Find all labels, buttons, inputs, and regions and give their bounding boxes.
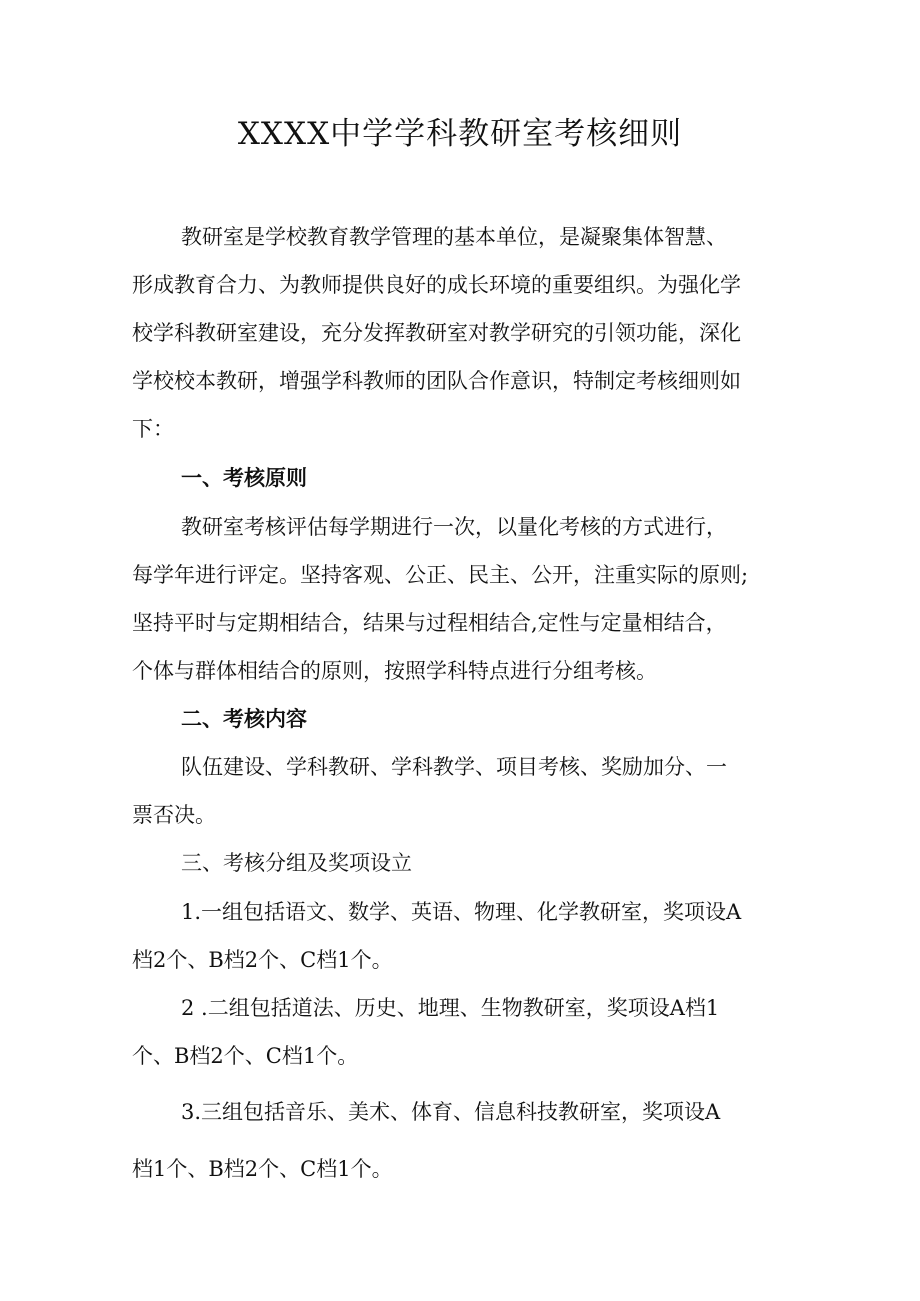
section-3-heading: 三、考核分组及奖项设立 xyxy=(181,851,412,875)
section-1-heading: 一、考核原则 xyxy=(181,466,307,490)
section-2-line-2: 票否决。 xyxy=(132,803,216,827)
intro-line-2: 形成教育合力、为教师提供良好的成长环境的重要组织。为强化学 xyxy=(132,273,741,297)
section-1-line-3: 坚持平时与定期相结合，结果与过程相结合,定性与定量相结合， xyxy=(132,611,727,635)
intro-line-4: 学校校本教研，增强学科教师的团队合作意识，特制定考核细则如 xyxy=(132,369,741,393)
intro-line-5: 下： xyxy=(132,417,174,441)
document-title: XXXX中学学科教研室考核细则 xyxy=(237,116,683,152)
section-1-line-1: 教研室考核评估每学期进行一次，以量化考核的方式进行， xyxy=(181,515,727,539)
intro-line-3: 校学科教研室建设，充分发挥教研室对教学研究的引领功能，深化 xyxy=(132,321,741,345)
group-3-line-2: 档1个、B档2个、C档1个。 xyxy=(132,1157,393,1181)
section-2-heading: 二、考核内容 xyxy=(181,707,307,731)
section-1-line-4: 个体与群体相结合的原则，按照学科特点进行分组考核。 xyxy=(132,659,657,683)
section-2-line-1: 队伍建设、学科教研、学科教学、项目考核、奖励加分、一 xyxy=(181,755,727,779)
group-2-line-1: 2 .二组包括道法、历史、地理、生物教研室，奖项设A档1 xyxy=(181,996,720,1020)
group-1-line-2: 档2个、B档2个、C档1个。 xyxy=(132,948,393,972)
group-3-line-1: 3.三组包括音乐、美术、体育、信息科技教研室，奖项设A xyxy=(181,1100,721,1124)
section-1-line-2: 每学年进行评定。坚持客观、公正、民主、公开，注重实际的原则; xyxy=(132,563,749,587)
intro-line-1: 教研室是学校教育教学管理的基本单位，是凝聚集体智慧、 xyxy=(181,225,727,249)
group-2-line-2: 个、B档2个、C档1个。 xyxy=(132,1044,359,1068)
group-1-line-1: 1.一组包括语文、数学、英语、物理、化学教研室，奖项设A xyxy=(181,900,742,924)
